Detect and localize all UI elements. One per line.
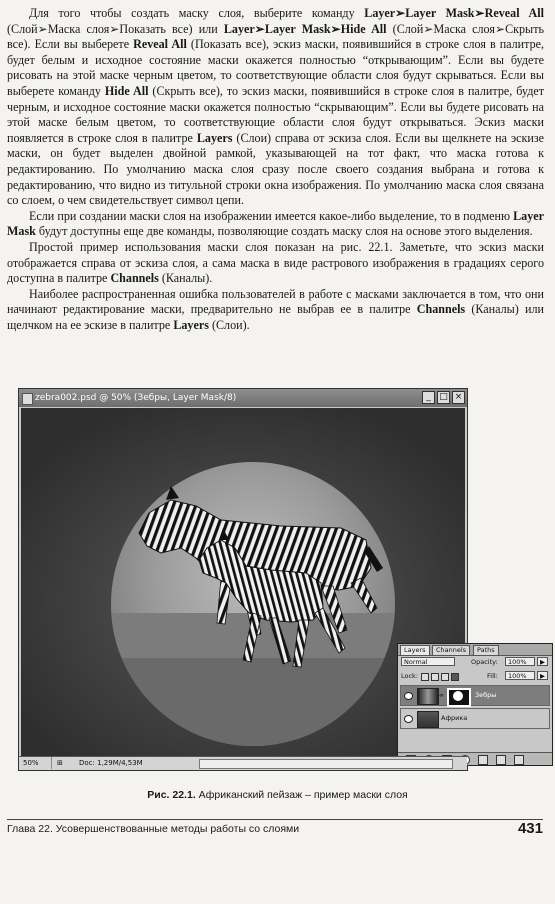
image-window xyxy=(18,388,545,771)
bold-term: Layers xyxy=(196,130,233,145)
figure-screenshot xyxy=(18,388,545,773)
layer-row-zebras[interactable] xyxy=(400,685,550,706)
layer-name: Зебры xyxy=(475,691,497,699)
lock-pixels-icon[interactable] xyxy=(431,673,439,681)
paragraph xyxy=(7,287,544,334)
maximize-button[interactable]: □ xyxy=(437,391,450,404)
tab-channels[interactable]: Channels xyxy=(432,645,470,655)
fill-arrow-icon[interactable]: ▶ xyxy=(537,671,548,680)
layer-name: Африка xyxy=(441,714,468,722)
bold-term: Layer➢Layer Mask➢Hide All xyxy=(223,21,387,36)
text-run: будут доступны еще две команды, позволяющие создать маску слоя на основе этого выделения. xyxy=(35,224,533,239)
status-icon[interactable]: ⊞ xyxy=(57,759,63,767)
caption-text: Африканский пейзаж – пример маски слоя xyxy=(195,789,408,801)
status-bar xyxy=(19,756,467,770)
bold-term: Layers xyxy=(173,317,209,332)
new-layer-icon[interactable] xyxy=(496,755,506,765)
text-run: (Скрыть все), то эскиз маски, появившийся в строке слоя в палитре, будет черным, и исходное состояние маски окажется полностью “скрывающим”. Если вы будете рисовать на этой маске белым цветом, то соответствующие области слоя будут открываться. Эскиз маски появляется в строке слоя в палитре xyxy=(7,83,545,145)
opacity-field[interactable]: 100% xyxy=(505,657,535,666)
text-run: Наиболее распространенная ошибка пользователей в работе с масками заключается в том, что они начинают редактирование маски, предварительно не выбрав ее в палитре xyxy=(7,286,544,317)
text-run: (Показать все), эскиз маски, появившийся в строке слоя в палитре, будет белым и исходное состояние маски окажется полностью “открывающим”. Если вы будете рисовать на этой маске черным цветом, то соответствующие области слоя будут скрываться. Если вы выберете команду xyxy=(7,37,545,98)
paragraph xyxy=(7,6,544,209)
bold-term: Channels xyxy=(110,271,159,286)
text-run: (Слой➢Маска слоя➢Скрыть все). Если вы выберете xyxy=(7,21,544,52)
opacity-arrow-icon[interactable]: ▶ xyxy=(537,657,548,666)
text-run: Для того чтобы создать маску слоя, выберите команду xyxy=(29,6,365,20)
layer-thumbnail[interactable] xyxy=(417,711,439,728)
lock-transparency-icon[interactable] xyxy=(421,673,429,681)
eye-icon[interactable] xyxy=(404,715,413,723)
bold-term: Hide All xyxy=(104,83,149,98)
eye-icon[interactable] xyxy=(404,692,413,700)
zoom-level[interactable]: 50% xyxy=(23,757,52,769)
fill-field[interactable]: 100% xyxy=(505,671,535,680)
layer-thumbnail[interactable] xyxy=(417,688,439,705)
paragraph xyxy=(7,209,544,240)
caption-label: Рис. 22.1. xyxy=(147,789,196,801)
tab-layers[interactable]: Layers xyxy=(400,645,430,655)
figure-caption xyxy=(0,789,555,801)
text-run: Простой пример использования маски слоя показан на рис. 22.1. Заметьте, что эскиз маски отображается справа от эскиза слоя, а сама маска в виде растрового изображения в градациях серого доступна в палитре xyxy=(7,239,544,286)
bold-term: Layer➢Layer Mask➢Reveal All xyxy=(364,6,544,20)
lock-label: Lock: xyxy=(401,672,419,680)
document-icon xyxy=(22,393,33,405)
new-group-icon[interactable] xyxy=(478,755,488,765)
window-titlebar[interactable] xyxy=(19,389,467,407)
paragraph xyxy=(7,240,544,287)
layers-palette xyxy=(397,643,553,766)
mask-thumbnail[interactable] xyxy=(447,688,471,707)
layer-row-africa[interactable] xyxy=(400,708,550,729)
close-button[interactable]: × xyxy=(452,391,465,404)
text-run: (Слои). xyxy=(208,317,250,332)
text-run: (Слои) справа от эскиза слоя. Если вы щелкнете на эскизе маски, он будет выделен двойной рамкой, указывающей на тот факт, что маска готова к редактированию. По умолчанию маска слоя сразу после своего создания выбрана и готова к редактированию, что видно из титульной строки окна изображения. По умолчанию маска слоя связана со слоем, о чем свидетельствует символ цепи. xyxy=(7,130,545,208)
trash-icon[interactable] xyxy=(514,755,524,765)
bold-term: Channels xyxy=(416,302,466,317)
opacity-label: Opacity: xyxy=(471,658,498,666)
page-footer xyxy=(7,819,543,836)
image-canvas[interactable] xyxy=(21,408,545,758)
window-title: zebra002.psd @ 50% (Зебры, Layer Mask/8) xyxy=(35,393,237,403)
bold-term: Reveal All xyxy=(133,37,187,52)
page-number: 431 xyxy=(517,820,543,837)
lock-all-icon[interactable] xyxy=(451,673,459,681)
body-text xyxy=(7,6,544,333)
chain-icon[interactable]: ∞ xyxy=(439,692,444,699)
blend-mode-select[interactable]: Normal xyxy=(401,657,455,666)
text-run: Если при создании маски слоя на изображении имеется какое-либо выделение, то в подменю xyxy=(29,208,514,223)
text-run: (Каналы) или щелчком на ее эскизе в палитре xyxy=(7,302,544,332)
chapter-title: Глава 22. Усовершенствованные методы работы со слоями xyxy=(7,823,300,835)
minimize-button[interactable]: _ xyxy=(422,391,435,404)
horizontal-scrollbar[interactable] xyxy=(199,759,453,769)
doc-info[interactable]: Doc: 1,29M/4,53M xyxy=(79,759,143,767)
tab-paths[interactable]: Paths xyxy=(473,645,499,655)
fill-label: Fill: xyxy=(487,672,498,680)
text-run: (Каналы). xyxy=(158,271,213,286)
bold-term: Layer Mask xyxy=(7,208,544,239)
lock-position-icon[interactable] xyxy=(441,673,449,681)
text-run: (Слой➢Маска слоя➢Показать все) или xyxy=(7,21,224,36)
